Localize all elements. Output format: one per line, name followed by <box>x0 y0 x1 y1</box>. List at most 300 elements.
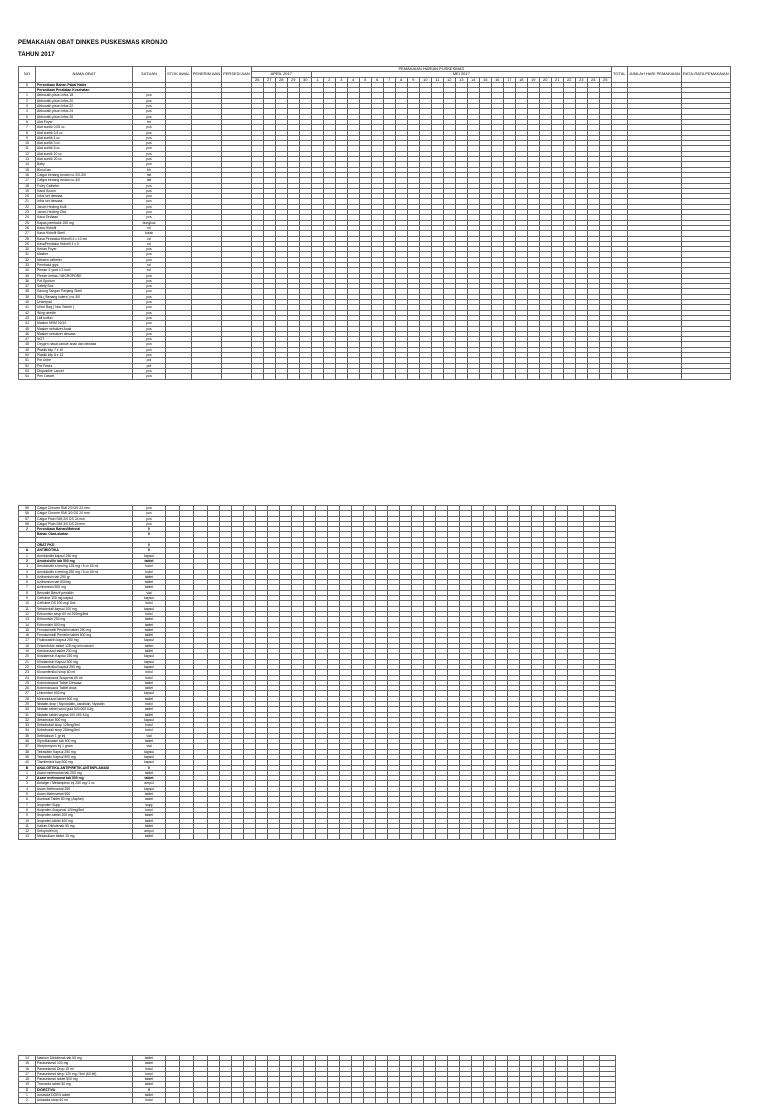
drug-name: Silk ( Benang sutera ) no 3/0 <box>36 294 133 299</box>
day-header: 29 <box>287 77 299 82</box>
document-title: PEMAKAIAN OBAT DINKES PUSKESMAS KRONJO <box>18 40 168 46</box>
column-header-no: NO <box>19 67 36 83</box>
unit: pcs <box>133 157 166 162</box>
drug-name: Griseofulvin tablet 125 mg microsized <box>36 643 133 648</box>
unit: tablet <box>133 712 166 717</box>
column-header-initial-stock: STOK AWAL <box>166 67 192 83</box>
value-cell <box>443 374 455 379</box>
value-cell <box>220 834 232 839</box>
unit: supp <box>133 802 166 807</box>
row-number: 33 <box>19 723 36 728</box>
row-number: 1 <box>19 553 36 558</box>
unit: pcs <box>133 516 166 521</box>
unit: pcs <box>133 162 166 167</box>
unit: pcs <box>133 353 166 358</box>
column-header-daily-usage: PEMAKAIAN HARIAN PUSKESMAS <box>251 67 611 72</box>
day-header: 22 <box>563 77 575 82</box>
drug-name: Jarum Hecting Kulit <box>36 204 133 209</box>
drug-name: Bahan Obat-obatan <box>36 532 133 537</box>
unit: botol <box>133 701 166 706</box>
day-header: 5 <box>359 77 371 82</box>
value-cell <box>520 834 532 839</box>
row-number: 13 <box>19 834 36 839</box>
unit: pcs <box>133 278 166 283</box>
row-number: 42 <box>19 310 36 315</box>
unit: pcs <box>133 215 166 220</box>
unit: tablet <box>133 818 166 823</box>
unit: pcs <box>133 347 166 352</box>
row-number: 17 <box>19 178 36 183</box>
row-number: 36 <box>19 278 36 283</box>
drug-name: Oxygen nasal canule anak dan dewasa <box>36 342 133 347</box>
value-cell <box>340 834 352 839</box>
day-header: 14 <box>467 77 479 82</box>
value-cell <box>244 834 256 839</box>
unit: tablet <box>133 585 166 590</box>
row-number: 41 <box>19 305 36 310</box>
value-cell <box>681 374 730 379</box>
row-number: 35 <box>19 733 36 738</box>
drug-name: Alat suntik 1 cc <box>36 135 133 140</box>
drug-name: Abbocath pison infus 26 <box>36 114 133 119</box>
value-cell <box>424 834 436 839</box>
value-cell <box>287 374 299 379</box>
drug-name: Linkomisin 500 mg <box>36 691 133 696</box>
drug-name: Masker nebulizer Anak <box>36 326 133 331</box>
drug-name: Kotrimoksazol Tablet anak <box>36 686 133 691</box>
value-cell <box>503 374 515 379</box>
value-cell <box>311 374 323 379</box>
value-cell <box>599 374 611 379</box>
row-number: 10 <box>19 141 36 146</box>
value-cell <box>180 834 194 839</box>
drug-name: Abbocath pison infus 18 <box>36 93 133 98</box>
row-number: 2 <box>19 776 36 781</box>
unit: pcs <box>133 310 166 315</box>
row-number: 13 <box>19 157 36 162</box>
drug-name: NGT <box>36 337 133 342</box>
unit: kapsul <box>133 638 166 643</box>
drug-name: Asam Mefenamat 250 <box>36 786 133 791</box>
row-number: 49 <box>19 347 36 352</box>
unit: kapsul <box>133 749 166 754</box>
usage-table <box>18 66 731 380</box>
day-header: 27 <box>263 77 275 82</box>
unit: pcs <box>133 98 166 103</box>
drug-name: Catgut Plain SMI 3/0 DS 24 mm <box>36 521 133 526</box>
row-number: 38 <box>19 749 36 754</box>
unit: pcs <box>133 294 166 299</box>
drug-name: Metronidazol tablet 500 mg <box>36 696 133 701</box>
unit: tablet <box>133 834 166 839</box>
day-header: 6 <box>371 77 383 82</box>
unit: tablet <box>133 770 166 775</box>
unit: tablet <box>133 1056 166 1061</box>
drug-name: Plastik klip 8 x 13 <box>36 353 133 358</box>
drug-name: Masker nebulizer dewasa <box>36 331 133 336</box>
drug-name: Azitromisin tab 500mg <box>36 580 133 585</box>
drug-name: Natrium Diklofenak tab 50 mg <box>36 1056 133 1061</box>
table-row <box>19 374 731 379</box>
day-header: 24 <box>587 77 599 82</box>
unit: botol <box>133 728 166 733</box>
unit: pcs <box>133 257 166 262</box>
row-number: 52 <box>19 363 36 368</box>
unit: pcs <box>133 511 166 516</box>
row-number: 55 <box>19 506 36 511</box>
unit: botol <box>133 670 166 675</box>
drug-name: Fenoksimetil Penisilin tablet 250 mg <box>36 627 133 632</box>
row-number: 2 <box>19 558 36 563</box>
unit: kapsul <box>133 691 166 696</box>
drug-name: Catgut Plain SMI 2/0 DS 24 mm <box>36 516 133 521</box>
value-cell <box>448 834 460 839</box>
row-number: 32 <box>19 717 36 722</box>
unit: botol <box>133 601 166 606</box>
row-number: 45 <box>19 326 36 331</box>
unit: pcs <box>133 289 166 294</box>
row-number: 11 <box>19 606 36 611</box>
unit: tablet <box>133 558 166 563</box>
row-number: 14 <box>19 162 36 167</box>
row-number: 3 <box>19 564 36 569</box>
unit: botol <box>133 675 166 680</box>
drug-name: Fluklosasilin kapsul 250 mg <box>36 638 133 643</box>
unit: pcs <box>133 141 166 146</box>
unit: pcs <box>133 300 166 305</box>
drug-name: Safety Box <box>36 284 133 289</box>
row-number: 25 <box>19 220 36 225</box>
row-number: 50 <box>19 353 36 358</box>
drug-name: Alat suntik 20 cc <box>36 157 133 162</box>
drug-name: OBAT PKD <box>36 543 133 548</box>
unit: rol <box>133 262 166 267</box>
unit: 0 <box>133 765 166 770</box>
row-number: 28 <box>19 236 36 241</box>
column-header-receipt: PENERIM AAN <box>191 67 221 83</box>
value-cell <box>539 374 551 379</box>
unit: tablet <box>133 696 166 701</box>
unit: botol <box>133 723 166 728</box>
drug-name: Disposible Lancet <box>36 368 133 373</box>
unit: tablet <box>133 792 166 797</box>
unit: vial <box>133 744 166 749</box>
drug-name: Persediaan Peralatan Kesehatan <box>36 88 133 93</box>
row-number: 3 <box>19 781 36 786</box>
value-cell <box>304 834 316 839</box>
row-number: 37 <box>19 744 36 749</box>
row-number: 34 <box>19 268 36 273</box>
unit: 0 <box>133 532 166 537</box>
row-number: 25 <box>19 680 36 685</box>
drug-name: Alat suntik 0,5 cc <box>36 130 133 135</box>
drug-name: Eritromisin 250 mg <box>36 617 133 622</box>
table-row <box>19 834 616 839</box>
row-number: 44 <box>19 321 36 326</box>
drug-name: Persediaan Bahan/Material <box>36 527 133 532</box>
drug-name: Lidi kuttun <box>36 315 133 320</box>
row-number: 37 <box>19 284 36 289</box>
drug-name: Catgut benang bedah no 3/0 <box>36 178 133 183</box>
drug-name: Nistatin tablet salut gula 500.000 IU/g <box>36 707 133 712</box>
unit: pcs <box>133 521 166 526</box>
value-cell <box>194 834 208 839</box>
drug-name: Alat suntik 3 cc <box>36 141 133 146</box>
row-number: 9 <box>19 135 36 140</box>
row-number: 30 <box>19 247 36 252</box>
row-number: 8 <box>19 590 36 595</box>
row-number: 19 <box>19 188 36 193</box>
drug-name: Meloksikam tablet 15 mg <box>36 834 133 839</box>
day-header: 30 <box>299 77 311 82</box>
day-header: 8 <box>395 77 407 82</box>
drug-name: Asetosal Tablet 80 mg (Aspilet) <box>36 797 133 802</box>
value-cell <box>268 834 280 839</box>
drug-name: Siprofloksasin tab 500 mg <box>36 739 133 744</box>
unit: pcs <box>133 146 166 151</box>
row-number: 32 <box>19 257 36 262</box>
unit: pcs <box>133 374 166 379</box>
drug-name: Sefadroksil 500 mg <box>36 717 133 722</box>
row-number: 47 <box>19 337 36 342</box>
value-cell <box>299 374 311 379</box>
value-cell <box>551 374 563 379</box>
unit: tablet <box>133 776 166 781</box>
value-cell <box>472 834 484 839</box>
drug-name: Kloramfenikol kapsul 250 mg <box>36 664 133 669</box>
unit: kapsul <box>133 754 166 759</box>
row-number: 4 <box>19 109 36 114</box>
column-header-supply: PERSEDI AAN <box>222 67 252 83</box>
value-cell <box>280 834 292 839</box>
row-number: 14 <box>19 1056 36 1061</box>
row-number: 24 <box>19 215 36 220</box>
unit: vial <box>133 733 166 738</box>
drug-name: Ibuprofen Supp <box>36 802 133 807</box>
unit: kapsul <box>133 659 166 664</box>
row-number: 10 <box>19 818 36 823</box>
row-number: 20 <box>19 194 36 199</box>
unit: kapsul <box>133 596 166 601</box>
drug-name: Pembalut gips <box>36 262 133 267</box>
row-number: 6 <box>19 119 36 124</box>
drug-name: Kotrimoksazol Tablet Dewasa <box>36 680 133 685</box>
row-number: 16 <box>19 633 36 638</box>
unit: hel <box>133 172 166 177</box>
unit: pcs <box>133 151 166 156</box>
drug-name: Blood lan <box>36 167 133 172</box>
row-number: 24 <box>19 675 36 680</box>
value-cell <box>627 374 681 379</box>
unit: 0 <box>133 527 166 532</box>
unit: bungkus <box>133 220 166 225</box>
row-number: 14 <box>19 622 36 627</box>
row-number: 7 <box>19 585 36 590</box>
row-number: 1 <box>19 82 36 87</box>
row-number: 11 <box>19 823 36 828</box>
unit: pcs <box>133 104 166 109</box>
drug-name: Pen Lancet <box>36 374 133 379</box>
row-number: 23 <box>19 210 36 215</box>
unit: tablet <box>133 574 166 579</box>
unit: tablet <box>133 1077 166 1082</box>
drug-name: Catgut Chrome SMI 3/0 DS 24 mm <box>36 511 133 516</box>
month-header-april: APRIL 2017 <box>251 72 311 77</box>
unit: pot <box>133 358 166 363</box>
drug-name: Abbocath pison infus 22 <box>36 104 133 109</box>
drug-name: Parasetamol tablet 500 mg <box>36 1077 133 1082</box>
sheet-page-1 <box>0 0 768 436</box>
row-number: 36 <box>19 739 36 744</box>
row-number: 28 <box>19 696 36 701</box>
day-header: 15 <box>479 77 491 82</box>
unit: pot <box>133 363 166 368</box>
day-header: 9 <box>407 77 419 82</box>
row-number: 39 <box>19 754 36 759</box>
drug-name: Amoksisilin s teming 250 mg / 5 cc 60 ml <box>36 569 133 574</box>
value-cell <box>556 834 568 839</box>
row-number: B <box>19 765 36 770</box>
unit: kapsul <box>133 654 166 659</box>
drug-name: Kapas pembalut 250 mg <box>36 220 133 225</box>
row-number: 34 <box>19 728 36 733</box>
value-cell <box>166 834 180 839</box>
unit: pcs <box>133 321 166 326</box>
value-cell <box>208 834 220 839</box>
value-cell <box>467 374 479 379</box>
unit: tablet <box>133 649 166 654</box>
row-number: 16 <box>19 1066 36 1071</box>
unit: botol <box>133 1071 166 1076</box>
unit: botol <box>133 1066 166 1071</box>
unit: pcs <box>133 305 166 310</box>
drug-name: Kasa Hidrofil Steril <box>36 231 133 236</box>
value-cell <box>335 374 347 379</box>
row-number: 13 <box>19 617 36 622</box>
row-number: 1 <box>19 93 36 98</box>
drug-name: Pot Urine <box>36 358 133 363</box>
drug-name: Plester kertas / MICROPORE <box>36 273 133 278</box>
value-cell <box>544 834 556 839</box>
value-cell <box>275 374 287 379</box>
drug-name: Ibuprofen tablet 400 mg <box>36 818 133 823</box>
drug-name: Amoksisilin tab 500 mg <box>36 558 133 563</box>
day-header: 20 <box>539 77 551 82</box>
drug-name: Sefadroksil sirup 250mg/5ml <box>36 728 133 733</box>
drug-name: Seftriakson 1 gr inj <box>36 733 133 738</box>
unit: rol <box>133 241 166 246</box>
day-header: 25 <box>599 77 611 82</box>
row-number: 8 <box>19 807 36 812</box>
drug-name: Catgut benang bedah no 2/0-3/0 <box>36 172 133 177</box>
row-number: 40 <box>19 300 36 305</box>
unit: pcs <box>133 210 166 215</box>
value-cell <box>395 374 407 379</box>
drug-name: Alat suntik 5 cc <box>36 146 133 151</box>
row-number: 22 <box>19 664 36 669</box>
drug-name: Asam mefenamat tab 250 mg <box>36 770 133 775</box>
month-header-may: MEI 2017 <box>311 72 611 77</box>
unit: 0 <box>133 548 166 553</box>
value-cell <box>376 834 388 839</box>
row-number: 38 <box>19 289 36 294</box>
unit: pcs <box>133 109 166 114</box>
value-cell <box>436 834 448 839</box>
unit: kapsul <box>133 606 166 611</box>
unit: pcs <box>133 326 166 331</box>
column-header-name: NAMA OBAT <box>36 67 133 83</box>
value-cell <box>532 834 544 839</box>
unit: kapsul <box>133 760 166 765</box>
drug-name: Tiamfenikol kap 500 mg <box>36 760 133 765</box>
drug-name: Sarung Tangan Panjang Steril <box>36 289 133 294</box>
row-number: 33 <box>19 262 36 267</box>
unit: vial <box>133 590 166 595</box>
drug-name: Kaca Sediaan <box>36 215 133 220</box>
unit: 0 <box>133 543 166 548</box>
drug-name: Eritromisin 500 mg <box>36 622 133 627</box>
value-cell <box>352 834 364 839</box>
unit: pcs <box>133 342 166 347</box>
unit: rol <box>133 225 166 230</box>
unit: bh <box>133 167 166 172</box>
drug-name: Foley Catheter <box>36 183 133 188</box>
unit: pcs <box>133 315 166 320</box>
column-header-average: RATA-RATA PEMAKAIAN <box>681 67 730 83</box>
drug-name: Kertas Puyer <box>36 247 133 252</box>
drug-name: Ibuprofen tablet 200 mg <box>36 813 133 818</box>
row-number: 31 <box>19 712 36 717</box>
day-header: 19 <box>527 77 539 82</box>
day-header: 21 <box>551 77 563 82</box>
value-cell <box>359 374 371 379</box>
value-cell <box>400 834 412 839</box>
value-cell <box>316 834 328 839</box>
drug-name: Ketokonazol tablet 200 mg <box>36 649 133 654</box>
drug-name: Jarum Hecting Otot <box>36 210 133 215</box>
value-cell <box>587 374 599 379</box>
unit: tablet <box>133 813 166 818</box>
row-number: 26 <box>19 225 36 230</box>
unit: tablet <box>133 622 166 627</box>
value-cell <box>611 374 627 379</box>
row-number: 18 <box>19 183 36 188</box>
value-cell <box>515 374 527 379</box>
row-number: 8 <box>19 130 36 135</box>
drug-name: Parasetamol Drop 15 ml <box>36 1066 133 1071</box>
unit: ampul <box>133 829 166 834</box>
document-year: TAHUN 2017 <box>18 52 55 58</box>
row-number: A <box>19 548 36 553</box>
unit: tablet <box>133 680 166 685</box>
row-number: 35 <box>19 273 36 278</box>
unit: botol <box>133 569 166 574</box>
unit: botol <box>133 807 166 812</box>
unit: pcs <box>133 506 166 511</box>
value-cell <box>484 834 496 839</box>
row-number: 21 <box>19 199 36 204</box>
drug-name: Alat suntik 0,05 cc <box>36 125 133 130</box>
row-number: 30 <box>19 707 36 712</box>
unit: pcs <box>133 188 166 193</box>
value-cell <box>222 374 252 379</box>
drug-name: Masker NRM 02/10 <box>36 321 133 326</box>
unit: hel <box>133 178 166 183</box>
drug-name: Kotrimoksazol Suspensi 60 ml <box>36 675 133 680</box>
value-cell <box>419 374 431 379</box>
unit: tablet <box>133 739 166 744</box>
value-cell <box>292 834 304 839</box>
